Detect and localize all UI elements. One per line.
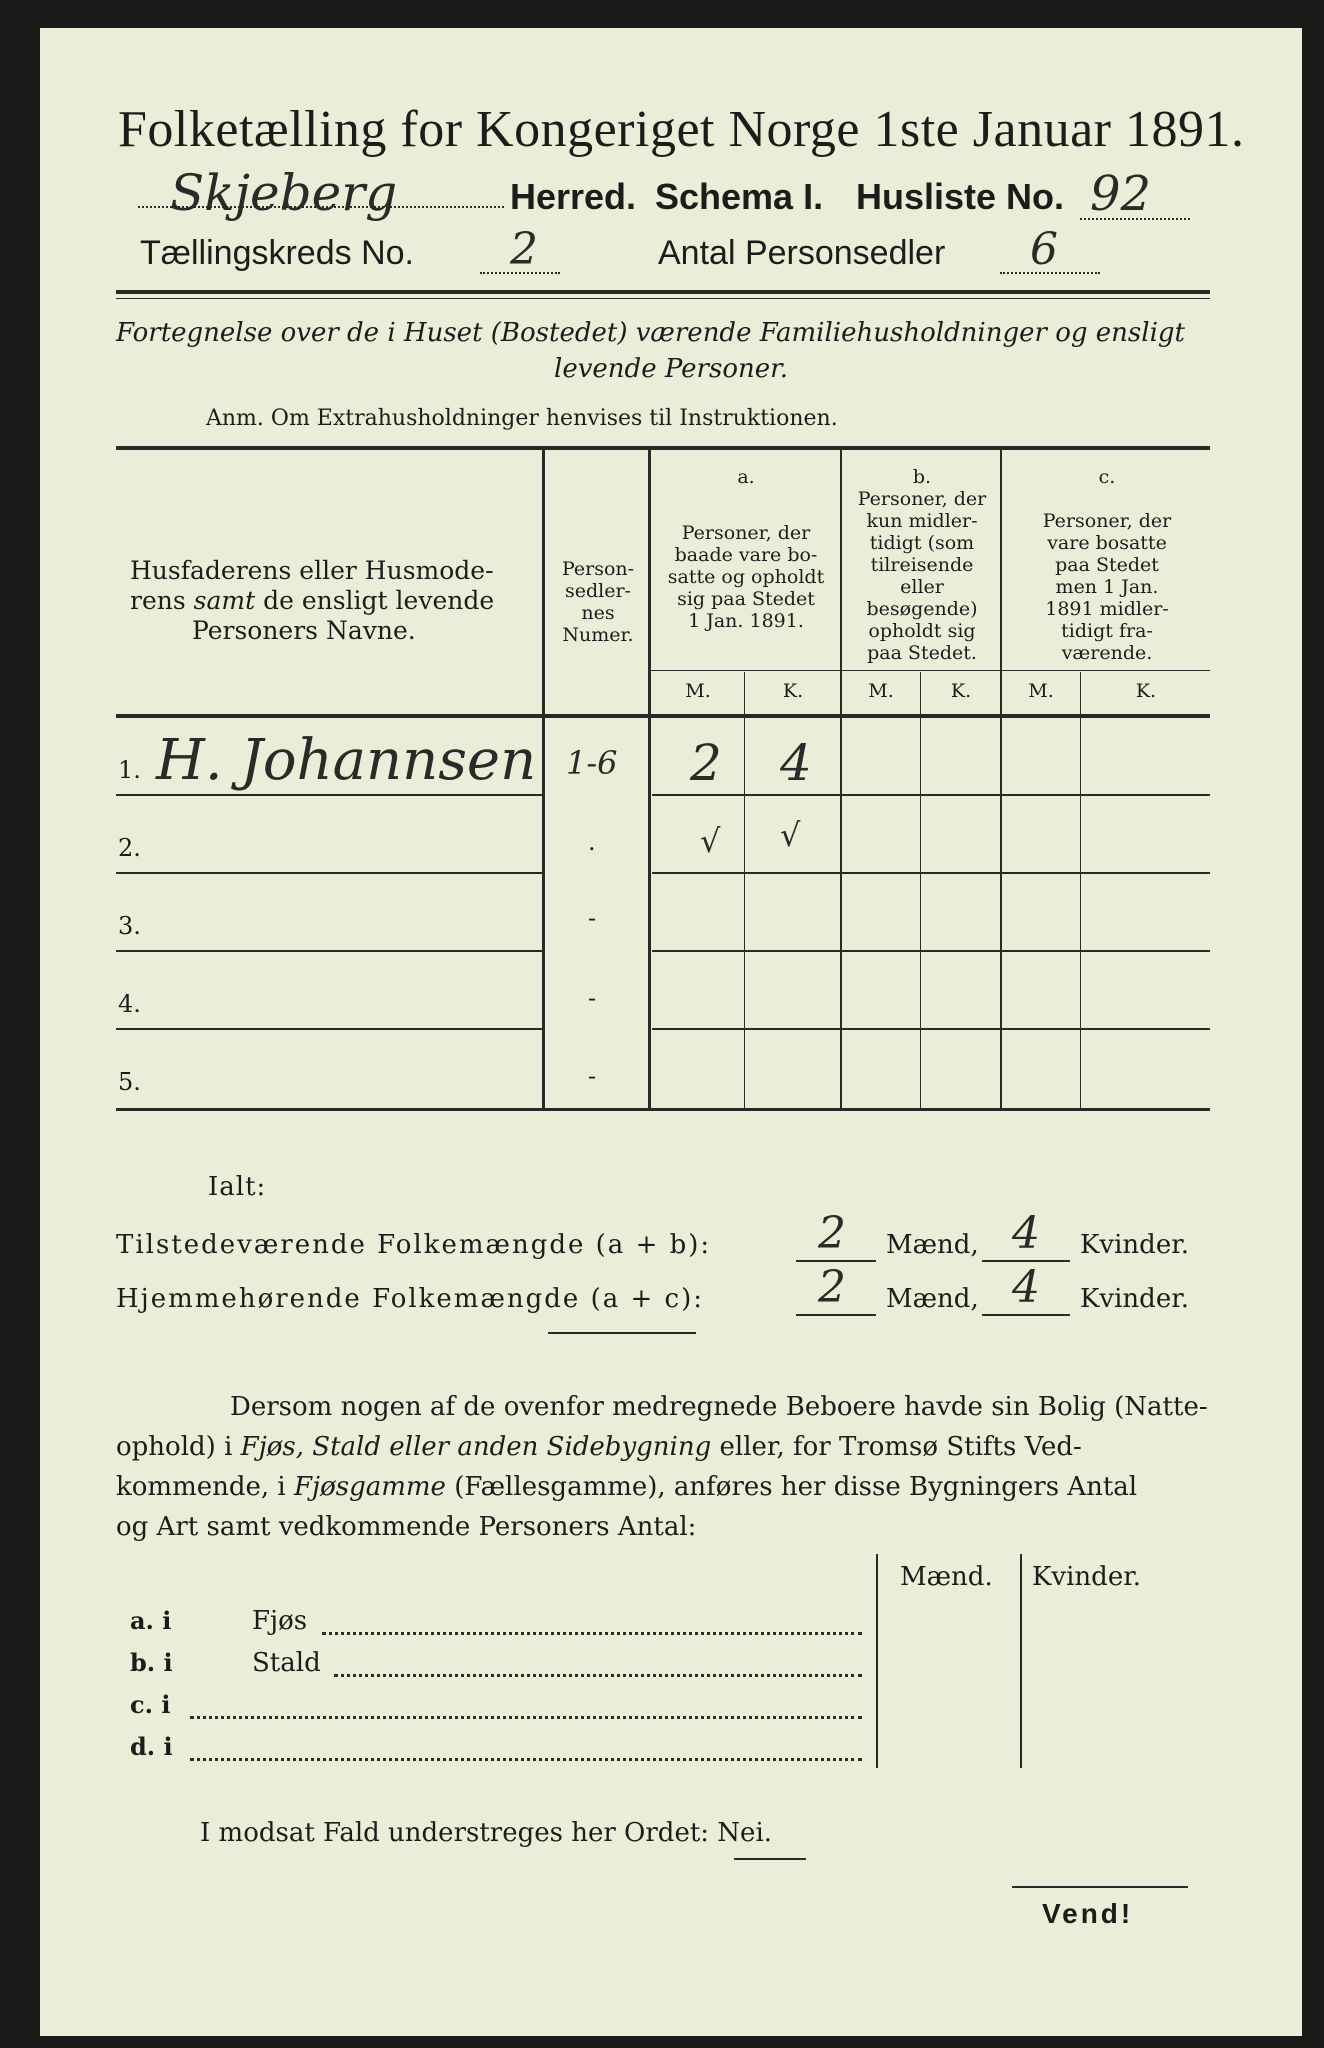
total2-k: 4 xyxy=(1012,1262,1040,1313)
intro-line2: levende Personer. xyxy=(554,354,788,384)
table-header-rule xyxy=(116,714,1210,718)
row3-number: 3. xyxy=(118,912,141,940)
row5-num: - xyxy=(588,1062,597,1090)
col-num-l1: Person- xyxy=(561,558,635,580)
col-b-m: M. xyxy=(868,680,894,702)
kreds-value: 2 xyxy=(510,224,538,275)
row1-a-m: 2 xyxy=(690,734,722,792)
item-c-dots xyxy=(190,1716,862,1719)
husliste-value: 92 xyxy=(1090,166,1152,222)
row2-num: . xyxy=(588,828,596,856)
col-num-l3: nes xyxy=(581,602,615,624)
schema-label: Schema I. xyxy=(655,176,824,217)
col-a-l3: satte og opholdt xyxy=(667,566,825,588)
vline-b xyxy=(1000,448,1002,1110)
col-b-l5: eller xyxy=(900,576,944,598)
vline-names xyxy=(542,448,545,1110)
bottom-kvinder-header: Kvinder. xyxy=(1032,1562,1142,1592)
row3-num: - xyxy=(588,904,597,932)
vline-a-mk xyxy=(744,672,745,1110)
row4-num: - xyxy=(588,984,597,1012)
header-rule-thin xyxy=(116,298,1210,299)
col-c-m: M. xyxy=(1028,680,1054,702)
row2-a-m: √ xyxy=(700,822,721,860)
col-c-l6: tidigt fra- xyxy=(1061,620,1153,642)
item-b-dots xyxy=(334,1674,862,1677)
col-a-letter: a. xyxy=(737,466,755,488)
separator-rule xyxy=(548,1332,696,1334)
row1-line-names xyxy=(116,794,542,796)
col-a-l4: sig paa Stedet xyxy=(677,588,815,610)
nei-underline xyxy=(734,1858,806,1860)
item-d-label: d. i xyxy=(130,1732,173,1761)
ialt-label: Ialt: xyxy=(208,1172,267,1202)
row2-number: 2. xyxy=(118,834,141,862)
col-a-m: M. xyxy=(685,680,711,702)
vend-label: Vend! xyxy=(1042,1898,1134,1929)
col-c-k: K. xyxy=(1135,680,1157,702)
col-c-l3: paa Stedet xyxy=(1055,554,1159,576)
vline-bottom-2 xyxy=(1020,1554,1022,1768)
col-names-line2-c: de ensligt levende xyxy=(255,586,495,615)
row3-line-data xyxy=(652,950,1210,952)
col-names-line2-b: samt xyxy=(193,586,256,615)
vline-b-mk xyxy=(920,672,921,1110)
antal-value: 6 xyxy=(1030,224,1058,275)
vline-c-mk xyxy=(1080,672,1081,1110)
row1-number: 1. xyxy=(118,756,141,784)
col-names-line3: Personers Navne. xyxy=(192,616,416,645)
col-a-l1: Personer, der xyxy=(681,522,811,544)
para-line1: Dersom nogen af de ovenfor medregnede Beboere havde sin Bolig (Natte- xyxy=(230,1392,1208,1422)
antal-label: Antal Personsedler xyxy=(658,234,946,272)
kreds-label: Tællingskreds No. xyxy=(140,234,414,272)
para-line2 xyxy=(116,1432,1082,1462)
total2-label: Hjemmehørende Folkemængde (a + c): xyxy=(116,1284,704,1314)
bottom-maend-header: Mænd. xyxy=(900,1562,993,1592)
husliste-label: Husliste No. xyxy=(856,176,1065,217)
item-d-dots xyxy=(190,1758,862,1761)
para-line2-b: Fjøs, Stald eller anden Sidebygning xyxy=(240,1432,712,1462)
col-header-c xyxy=(1004,466,1210,664)
col-header-b xyxy=(844,466,1000,664)
col-c-l7: værende. xyxy=(1061,642,1153,664)
col-header-a xyxy=(652,466,840,632)
mk-rule xyxy=(650,670,1210,671)
row2-line-data xyxy=(652,872,1210,874)
row1-name: H. Johannsen xyxy=(156,728,537,793)
row1-line-data xyxy=(652,794,1210,796)
col-b-l8: paa Stedet. xyxy=(867,642,977,664)
vline-bottom-1 xyxy=(876,1554,878,1768)
total1-k: 4 xyxy=(1012,1208,1040,1259)
row3-line-names xyxy=(116,950,542,952)
item-a-text: Fjøs xyxy=(252,1606,308,1636)
total1-label: Tilstedeværende Folkemængde (a + b): xyxy=(116,1230,712,1260)
row2-a-k: √ xyxy=(780,816,801,854)
header-rule xyxy=(116,290,1210,294)
herred-value: Skjeberg xyxy=(170,164,398,222)
row4-number: 4. xyxy=(118,990,141,1018)
para-line3-a: kommende, i xyxy=(116,1472,294,1502)
para-line2-c: eller, for Tromsø Stifts Ved- xyxy=(711,1432,1082,1462)
total2-k-line xyxy=(982,1314,1070,1316)
col-c-l1: Personer, der xyxy=(1042,510,1172,532)
herred-label: Herred. xyxy=(510,176,637,217)
para-line3 xyxy=(116,1472,1137,1502)
col-b-l2: kun midler- xyxy=(866,510,978,532)
para-line3-c: (Fællesgamme), anføres her disse Bygningers Antal xyxy=(445,1472,1138,1502)
col-a-l2: baade vare bo- xyxy=(674,544,818,566)
total2-m: 2 xyxy=(818,1262,846,1313)
modsat-text: I modsat Fald understreges her Ordet: Nei. xyxy=(200,1818,773,1848)
col-num-l4: Numer. xyxy=(562,624,634,646)
item-a-label: a. i xyxy=(130,1606,172,1635)
para-line2-a: ophold) i xyxy=(116,1432,241,1462)
row4-line-names xyxy=(116,1028,542,1030)
intro-line1: Fortegnelse over de i Huset (Bostedet) værende Familiehusholdninger og ensligt xyxy=(116,318,1185,348)
col-num-l2: sedler- xyxy=(565,580,631,602)
total2-kvinder: Kvinder. xyxy=(1080,1284,1190,1314)
item-b-text: Stald xyxy=(252,1648,321,1678)
col-b-l7: opholdt sig xyxy=(868,620,976,642)
col-names-line1: Husfaderens eller Husmode- xyxy=(130,556,494,585)
table-bottom-rule xyxy=(116,1108,1210,1111)
col-b-letter: b. xyxy=(912,466,932,488)
col-b-l6: besøgende) xyxy=(866,598,978,620)
col-b-k: K. xyxy=(950,680,972,702)
item-b-label: b. i xyxy=(130,1648,173,1677)
total1-m: 2 xyxy=(818,1208,846,1259)
col-names-line2 xyxy=(130,586,494,616)
col-b-l1: Personer, der xyxy=(857,488,987,510)
row5-number: 5. xyxy=(118,1068,141,1096)
vend-rule xyxy=(1012,1886,1188,1888)
anm-note: Anm. Om Extrahusholdninger henvises til Instruktionen. xyxy=(206,406,838,431)
col-names-line2-a: rens xyxy=(130,586,194,615)
table-top-rule xyxy=(116,446,1210,450)
col-header-names xyxy=(130,556,494,646)
census-form-page xyxy=(40,28,1302,2036)
col-b-l3: tidigt (som xyxy=(869,532,975,554)
row4-line-data xyxy=(652,1028,1210,1030)
col-c-l2: vare bosatte xyxy=(1047,532,1167,554)
col-b-l4: tilreisende xyxy=(870,554,974,576)
form-title: Folketælling for Kongeriget Norge 1ste Januar 1891. xyxy=(118,101,1245,158)
para-line3-b: Fjøsgamme xyxy=(294,1472,446,1502)
total2-maend: Mænd, xyxy=(886,1284,979,1314)
total1-maend: Mænd, xyxy=(886,1230,979,1260)
row1-a-k: 4 xyxy=(780,734,812,792)
total1-kvinder: Kvinder. xyxy=(1080,1230,1190,1260)
col-c-l5: 1891 midler- xyxy=(1045,598,1169,620)
row2-line-names xyxy=(116,872,542,874)
row1-num: 1-6 xyxy=(566,744,618,782)
col-c-letter: c. xyxy=(1098,466,1116,488)
col-c-l4: men 1 Jan. xyxy=(1055,576,1159,598)
para-line4: og Art samt vedkommende Personers Antal: xyxy=(116,1512,697,1542)
item-c-label: c. i xyxy=(130,1690,171,1719)
col-header-num xyxy=(550,558,646,646)
item-a-dots xyxy=(322,1632,862,1635)
col-a-k: K. xyxy=(782,680,804,702)
vline-num xyxy=(648,448,651,1110)
vline-a xyxy=(840,448,842,1110)
total2-m-line xyxy=(796,1314,876,1316)
col-a-l5: 1 Jan. 1891. xyxy=(688,610,804,632)
